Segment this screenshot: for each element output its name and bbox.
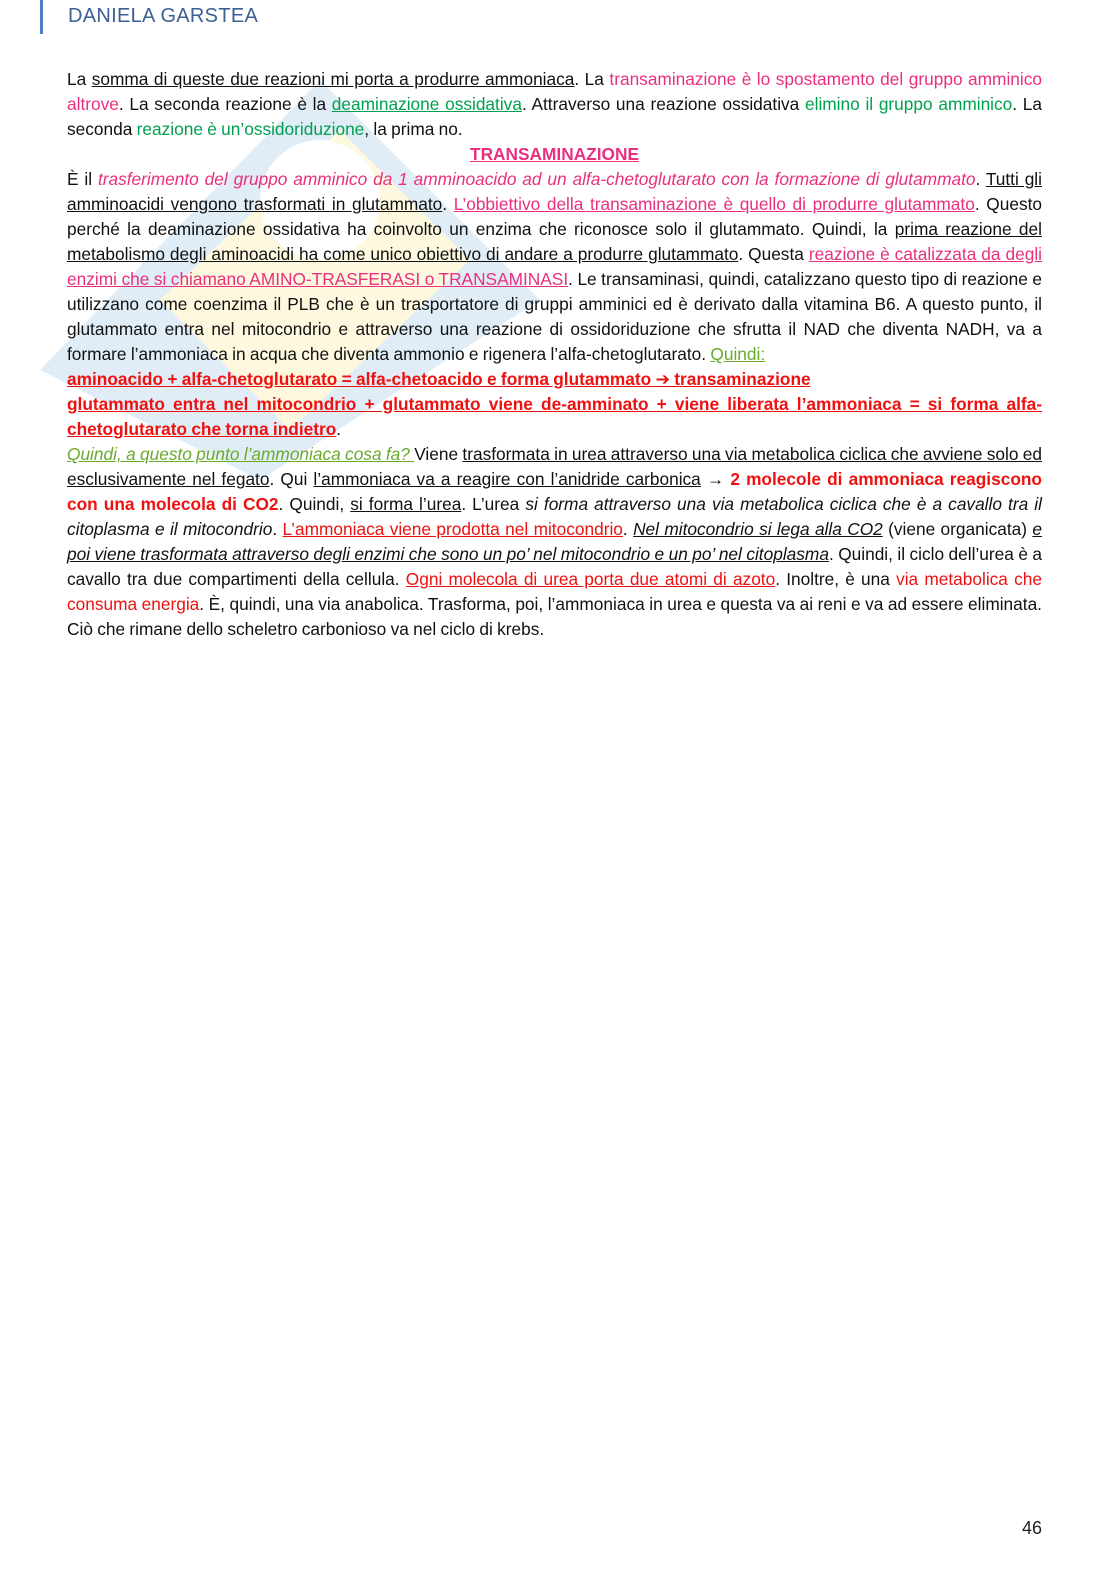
header-accent-bar — [40, 0, 43, 34]
section-heading — [67, 142, 1042, 167]
arrow-right-icon: ➔ — [655, 369, 670, 389]
equation-text: aminoacido + alfa-chetoglutarato = alfa-chetoacido e forma glutammato — [67, 369, 656, 389]
text-run: trasferimento del gruppo amminico da 1 amminoacido ad un alfa-chetoglutarato con la formazione di glutammato — [97, 169, 976, 189]
text-run: l’ammoniaca va a reagire con l’anidride carbonica — [313, 469, 701, 489]
text-run: . — [336, 419, 342, 439]
text-run: . Questo perché la deaminazione ossidativa ha coinvolto un enzima che riconosce solo il glutammato. Quindi, la — [67, 194, 1042, 239]
text-run: (viene organicata) — [882, 519, 1033, 539]
text-run: . La seconda — [67, 94, 1043, 139]
text-run: . Quindi, il ciclo dell’urea è a cavallo tra due compartimenti della cellula. — [67, 544, 1043, 589]
text-run: . Quindi, — [278, 494, 351, 514]
text-run: La — [67, 69, 92, 89]
text-run: si forma attraverso una via metabolica ciclica che è a cavallo tra il citoplasma e il mitocondrio — [67, 494, 1042, 539]
paragraph-intro — [67, 67, 1042, 142]
text-run: . Questa — [738, 244, 809, 264]
text-run: 2 molecole di ammoniaca reagiscono con una molecola di CO2 — [67, 469, 1042, 514]
document-body — [67, 67, 1042, 642]
equation-2 — [67, 392, 1042, 442]
text-run: Quindi: — [710, 344, 766, 364]
text-run: . Inoltre, è una — [775, 569, 897, 589]
text-run: . — [975, 169, 986, 189]
arrow-right-icon: → — [700, 469, 731, 489]
text-run: e poi viene trasformata attraverso degli enzimi che sono un po’ nel mitocondrio e un po’ nel citoplasma — [67, 519, 1042, 564]
equation-text: transaminazione — [669, 369, 811, 389]
text-run: somma di queste due reazioni mi porta a produrre ammoniaca — [91, 69, 575, 89]
text-run: transaminazione è lo spostamento del gruppo amminico altrove — [67, 69, 1042, 114]
text-run: si forma l’urea — [350, 494, 462, 514]
text-run: reazione è un’ossidoriduzione — [136, 119, 365, 139]
equation-text: glutammato entra nel mitocondrio + glutammato viene de-amminato + viene liberata l’ammoniaca = si forma alfa-chetoglutarato che torna indietro — [67, 394, 1042, 439]
text-run: . Le transaminasi, quindi, catalizzano questo tipo di reazione e utilizzano come coenzima il PLB che è un trasportatore di gruppi amminici ed è derivato dalla vitamina B6. A questo punto, il glutammato entra nel mitocondrio e attraverso una reazione di ossidoriduzione che sfrutta il NAD che diventa NADH, va a formare l’ammoniaca in acqua che diventa ammonio e rigenera l’alfa-chetoglutarato. — [67, 269, 1042, 364]
text-run: . È, quindi, una via anabolica. Trasforma, poi, l’ammoniaca in urea e questa va ai reni e va ad essere eliminata. Ciò che rimane dello scheletro carbonioso va nel ciclo di krebs. — [67, 594, 1042, 639]
text-run: Ogni molecola di urea porta due atomi di azoto — [405, 569, 776, 589]
equation-1 — [67, 367, 1042, 392]
text-run: . — [442, 194, 454, 214]
text-run: Tutti gli amminoacidi vengono trasformati in glutammato — [67, 169, 1042, 214]
text-run: L’obbiettivo della transaminazione è quello di produrre glutammato — [453, 194, 975, 214]
page-number: 46 — [1021, 1518, 1042, 1538]
text-run: . La — [574, 69, 610, 89]
text-run: L’ammoniaca viene prodotta nel mitocondrio — [282, 519, 623, 539]
paragraph-urea — [67, 442, 1042, 642]
text-run: . L’urea — [461, 494, 526, 514]
text-run: . La seconda reazione è la — [118, 94, 332, 114]
heading-text: TRANSAMINAZIONE — [470, 144, 639, 164]
text-run: prima reazione del metabolismo degli aminoacidi ha come unico obiettivo di andare a produrre glutammato — [67, 219, 1042, 264]
text-run: Viene — [414, 444, 463, 464]
text-run: . Attraverso una reazione ossidativa — [521, 94, 805, 114]
text-run: Nel mitocondrio si lega alla CO2 — [633, 519, 883, 539]
paragraph-transamination — [67, 167, 1042, 367]
text-run: reazione è catalizzata da degli enzimi che si chiamano AMINO-TRASFERASI o TRANSAMINASI — [67, 244, 1042, 289]
text-run: . — [272, 519, 283, 539]
text-run: . Qui — [269, 469, 314, 489]
header-author: DANIELA GARSTEA — [68, 5, 259, 27]
text-run: trasformata in urea attraverso una via metabolica ciclica che avviene solo ed esclusivamente nel fegato — [67, 444, 1042, 489]
text-run: Quindi, a questo punto l’ammoniaca cosa fa? — [67, 444, 415, 464]
text-run: . — [622, 519, 634, 539]
text-run: , la prima no. — [364, 119, 463, 139]
text-run: elimino il gruppo amminico — [805, 94, 1013, 114]
text-run: È il — [67, 169, 98, 189]
text-run: via metabolica che consuma energia — [67, 569, 1042, 614]
text-run: deaminazione ossidativa — [331, 94, 522, 114]
